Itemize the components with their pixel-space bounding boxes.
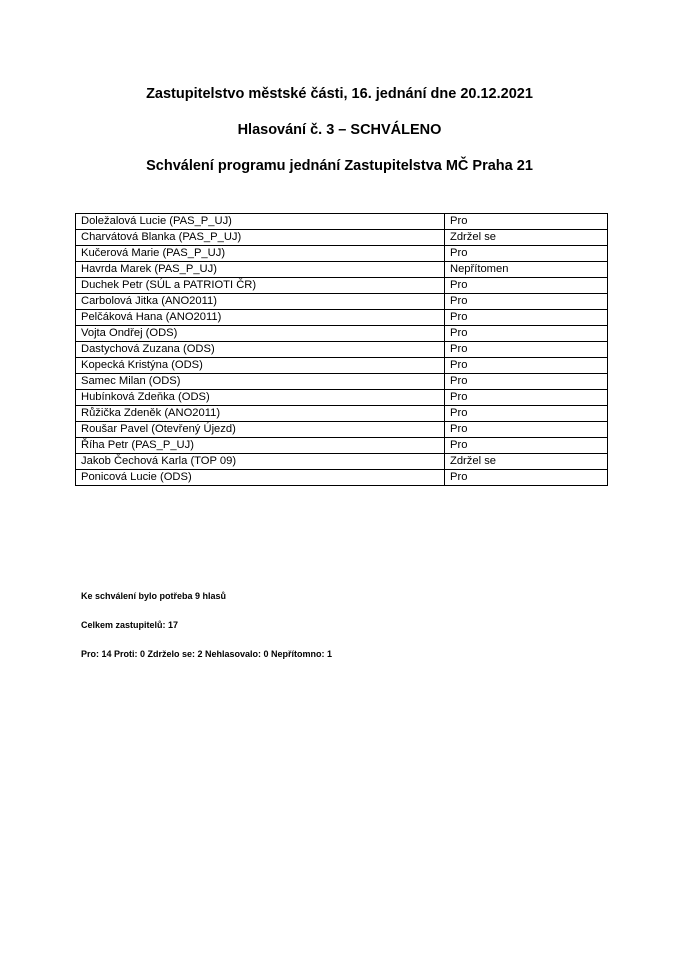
table-row (76, 374, 608, 390)
vote-cell: Pro (445, 342, 608, 358)
member-name-cell: Vojta Ondřej (ODS) (76, 326, 445, 342)
member-name-cell: Doležalová Lucie (PAS_P_UJ) (76, 214, 445, 230)
vote-cell: Pro (445, 294, 608, 310)
table-row (76, 390, 608, 406)
total-members-text: Celkem zastupitelů: 17 (81, 620, 179, 630)
vote-cell: Pro (445, 374, 608, 390)
table-row (76, 454, 608, 470)
member-name-cell: Pelčáková Hana (ANO2011) (76, 310, 445, 326)
vote-cell: Pro (445, 438, 608, 454)
table-row (76, 422, 608, 438)
member-name-cell: Kučerová Marie (PAS_P_UJ) (76, 246, 445, 262)
member-name-cell: Havrda Marek (PAS_P_UJ) (76, 262, 445, 278)
vote-heading: Hlasování č. 3 – SCHVÁLENO (237, 122, 442, 138)
document-title: Zastupitelstvo městské části, 16. jednání dne 20.12.2021 (146, 86, 533, 102)
vote-cell: Pro (445, 326, 608, 342)
vote-result-text: Pro: 14 Proti: 0 Zdrželo se: 2 Nehlasovalo: 0 Nepřítomno: 1 (81, 649, 333, 659)
vote-cell: Pro (445, 310, 608, 326)
vote-cell: Pro (445, 422, 608, 438)
vote-cell: Pro (445, 390, 608, 406)
vote-cell: Pro (445, 470, 608, 486)
table-row (76, 470, 608, 486)
member-name-cell: Jakob Čechová Karla (TOP 09) (76, 454, 445, 470)
vote-cell: Pro (445, 246, 608, 262)
required-votes-text: Ke schválení bylo potřeba 9 hlasů (81, 591, 227, 601)
vote-cell: Nepřítomen (445, 262, 608, 278)
table-row (76, 358, 608, 374)
table-row (76, 214, 608, 230)
table-row (76, 326, 608, 342)
member-name-cell: Roušar Pavel (Otevřený Újezd) (76, 422, 445, 438)
table-row (76, 230, 608, 246)
member-name-cell: Dastychová Zuzana (ODS) (76, 342, 445, 358)
member-name-cell: Carbolová Jitka (ANO2011) (76, 294, 445, 310)
vote-cell: Pro (445, 358, 608, 374)
member-name-cell: Samec Milan (ODS) (76, 374, 445, 390)
table-row (76, 294, 608, 310)
vote-cell: Pro (445, 278, 608, 294)
vote-cell: Pro (445, 214, 608, 230)
vote-table (75, 213, 608, 486)
table-row (76, 262, 608, 278)
table-row (76, 278, 608, 294)
vote-subject: Schválení programu jednání Zastupitelstva MČ Praha 21 (146, 158, 533, 174)
vote-cell: Pro (445, 406, 608, 422)
vote-cell: Zdržel se (445, 454, 608, 470)
member-name-cell: Kopecká Kristýna (ODS) (76, 358, 445, 374)
vote-cell: Zdržel se (445, 230, 608, 246)
member-name-cell: Duchek Petr (SÚL a PATRIOTI ČR) (76, 278, 445, 294)
member-name-cell: Říha Petr (PAS_P_UJ) (76, 438, 445, 454)
table-row (76, 438, 608, 454)
member-name-cell: Růžička Zdeněk (ANO2011) (76, 406, 445, 422)
member-name-cell: Charvátová Blanka (PAS_P_UJ) (76, 230, 445, 246)
table-row (76, 342, 608, 358)
member-name-cell: Hubínková Zdeňka (ODS) (76, 390, 445, 406)
table-row (76, 406, 608, 422)
table-row (76, 310, 608, 326)
member-name-cell: Ponicová Lucie (ODS) (76, 470, 445, 486)
table-row (76, 246, 608, 262)
